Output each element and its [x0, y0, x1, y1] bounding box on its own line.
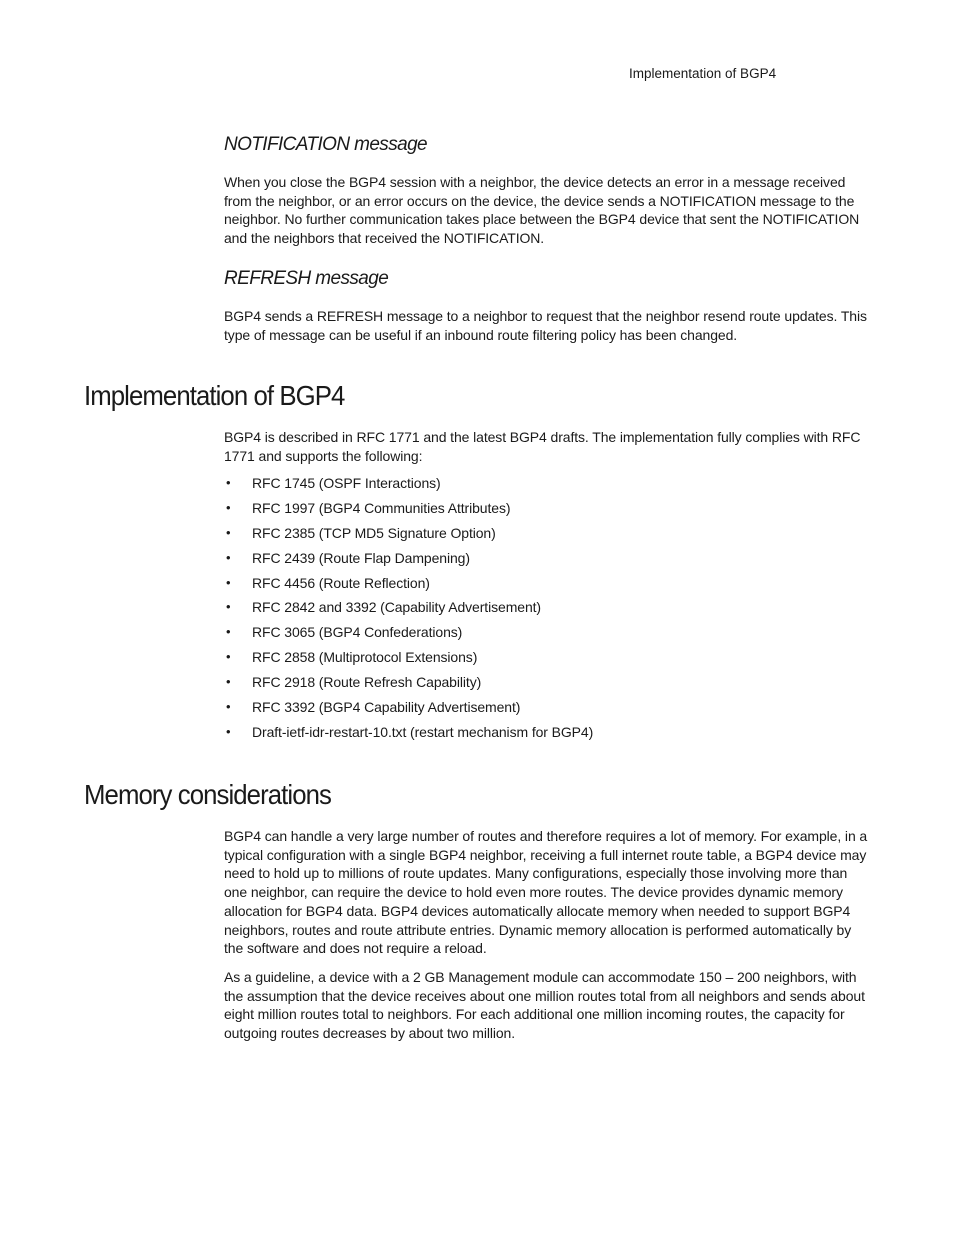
list-item — [224, 623, 593, 648]
list-item — [224, 723, 593, 748]
list-item — [224, 574, 593, 599]
list-item-text: Draft-ietf-idr-restart-10.txt (restart mechanism for BGP4) — [252, 723, 594, 740]
list-item-text: RFC 3065 (BGP4 Confederations) — [252, 624, 463, 641]
list-item — [224, 524, 593, 549]
implementation-intro: BGP4 is described in RFC 1771 and the latest BGP4 drafts. The implementation fully complies with RFC 1771 and supports the following: — [224, 429, 861, 464]
list-item-text: RFC 2842 and 3392 (Capability Advertisement) — [252, 599, 541, 616]
rfc-list — [224, 474, 593, 748]
implementation-section-title: Implementation of BGP4 — [84, 380, 345, 411]
notification-message-body: When you close the BGP4 session with a neighbor, the device detects an error in a message received from the neighbor, or an error occurs on the device, the device sends a NOTIFICATION message to the neighbor. No further communication takes place between the BGP4 device that sent the NOTIFICATION and the neighbors that received the NOTIFICATION. — [224, 174, 860, 247]
list-item — [224, 673, 593, 698]
list-item-text: RFC 1745 (OSPF Interactions) — [252, 475, 441, 491]
list-item — [224, 499, 593, 524]
memory-section-title: Memory considerations — [84, 779, 331, 810]
list-item — [224, 648, 593, 673]
list-item-text: RFC 2439 (Route Flap Dampening) — [252, 549, 470, 566]
bullet-icon: • — [226, 599, 231, 615]
list-item-text: RFC 3392 (BGP4 Capability Advertisement) — [252, 699, 521, 716]
bullet-icon: • — [226, 549, 231, 565]
bullet-icon: • — [226, 723, 231, 739]
memory-paragraph: BGP4 can handle a very large number of routes and therefore requires a lot of memory. For example, in a typical configuration with a single BGP4 neighbor, receiving a full internet route table, a BGP4 device may need to hold up to millions of route updates. Many configurations, especially those involving more than one neighbor, can require the device to hold even more routes. The device provides dynamic memory allocation for BGP4 data. BGP4 devices automatically allocate memory when needed to support BGP4 neighbors, routes and route attribute entries. Dynamic memory allocation is performed automatically by the software and does not require a reload. — [224, 828, 868, 957]
list-item — [224, 698, 593, 723]
memory-paragraph: As a guideline, a device with a 2 GB Management module can accommodate 150 – 200 neighbors, with the assumption that the device receives about one million routes total from all neighbors and sends about eight million routes total to neighbors. For each additional one million incoming routes, the capacity for outgoing routes decreases by about two million. — [224, 969, 865, 1042]
bullet-icon: • — [226, 674, 231, 690]
notification-message-heading: NOTIFICATION message — [224, 134, 428, 155]
refresh-message-body: BGP4 sends a REFRESH message to a neighbor to request that the neighbor resend route updates. This type of message can be useful if an inbound route filtering policy has been changed. — [224, 308, 867, 343]
list-item — [224, 549, 593, 574]
list-item — [224, 474, 593, 499]
list-item-text: RFC 2858 (Multiprotocol Extensions) — [252, 649, 478, 666]
bullet-icon: • — [226, 624, 231, 640]
list-item-text: RFC 2385 (TCP MD5 Signature Option) — [252, 524, 496, 541]
list-item-text: RFC 4456 (Route Reflection) — [252, 574, 430, 591]
refresh-message-heading: REFRESH message — [224, 268, 389, 289]
bullet-icon: • — [226, 499, 231, 515]
bullet-icon: • — [226, 699, 231, 715]
bullet-icon: • — [226, 524, 231, 540]
list-item-text: RFC 1997 (BGP4 Communities Attributes) — [252, 499, 511, 516]
list-item-text: RFC 2918 (Route Refresh Capability) — [252, 674, 482, 691]
bullet-icon: • — [226, 475, 231, 490]
running-header: Implementation of BGP4 — [629, 66, 777, 81]
bullet-icon: • — [226, 574, 231, 590]
list-item — [224, 598, 593, 623]
bullet-icon: • — [226, 649, 231, 665]
